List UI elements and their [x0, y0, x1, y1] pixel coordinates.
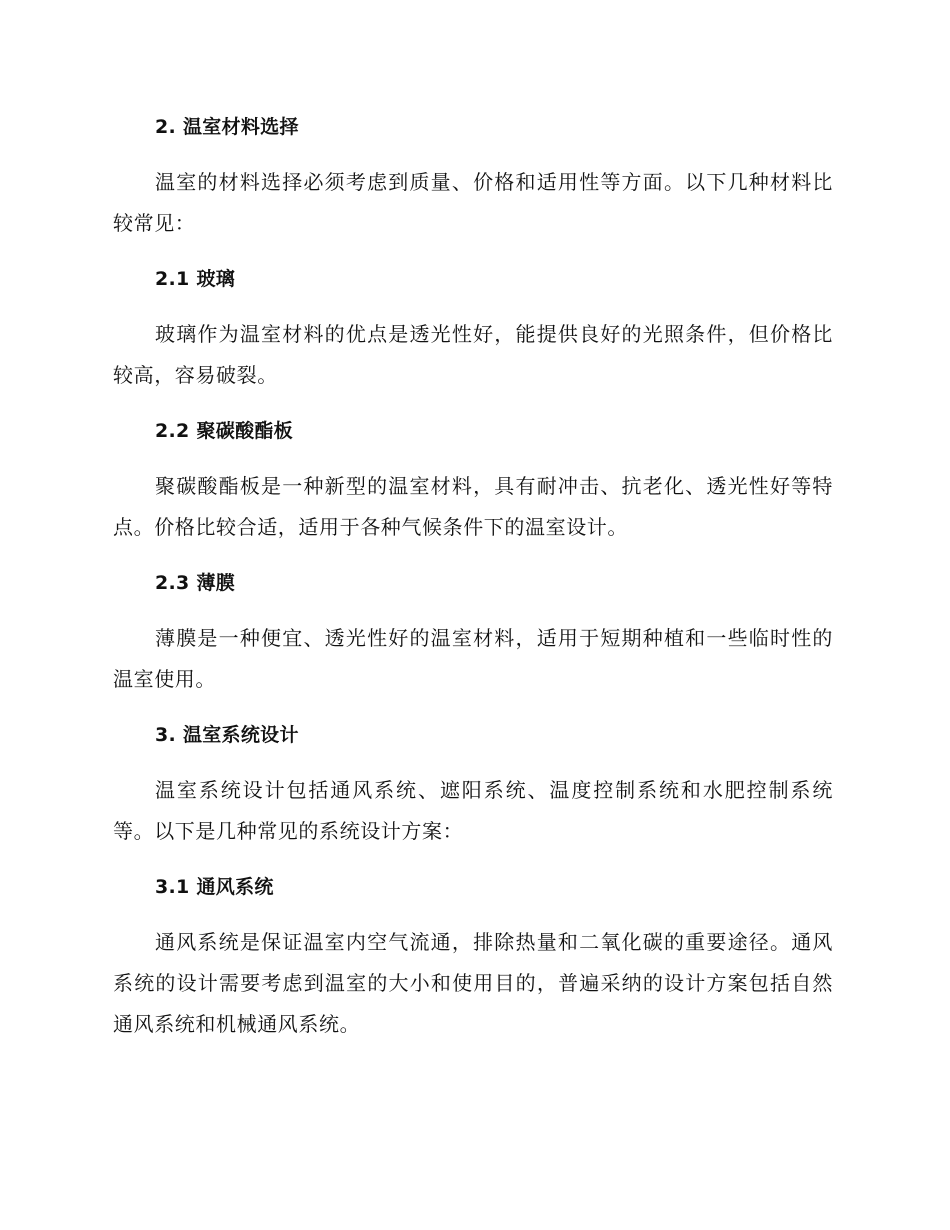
section-heading-3: 3. 温室系统设计 [155, 724, 299, 746]
paragraph-materials-intro: 温室的材料选择必须考虑到质量、价格和适用性等方面。以下几种材料比较常见： [113, 170, 833, 235]
document-page [113, 0, 833, 1230]
section-heading-3-1: 3.1 通风系统 [155, 876, 274, 898]
section-heading-2-2: 2.2 聚碳酸酯板 [155, 420, 293, 442]
paragraph-system-design: 温室系统设计包括通风系统、遮阳系统、温度控制系统和水肥控制系统等。以下是几种常见的系统设计方案： [113, 778, 833, 843]
section-heading-2-3: 2.3 薄膜 [155, 572, 236, 594]
section-heading-2: 2. 温室材料选择 [155, 116, 299, 138]
paragraph-glass: 玻璃作为温室材料的优点是透光性好，能提供良好的光照条件，但价格比较高，容易破裂。 [113, 322, 833, 387]
section-heading-2-1: 2.1 玻璃 [155, 268, 236, 290]
paragraph-polycarbonate: 聚碳酸酯板是一种新型的温室材料，具有耐冲击、抗老化、透光性好等特点。价格比较合适，适用于各种气候条件下的温室设计。 [113, 474, 833, 539]
paragraph-ventilation: 通风系统是保证温室内空气流通，排除热量和二氧化碳的重要途径。通风系统的设计需要考虑到温室的大小和使用目的，普遍采纳的设计方案包括自然通风系统和机械通风系统。 [113, 930, 833, 1036]
paragraph-film: 薄膜是一种便宜、透光性好的温室材料，适用于短期种植和一些临时性的温室使用。 [113, 626, 833, 691]
